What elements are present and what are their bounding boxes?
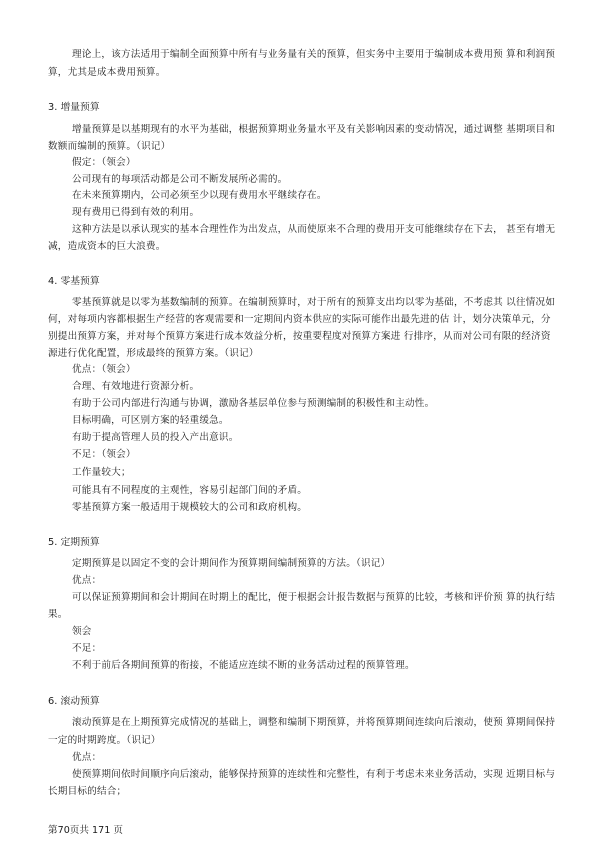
- s3-line: 数额而编制的预算。（识记）: [48, 141, 171, 152]
- section-5-heading: 5. 定期预算: [48, 537, 100, 548]
- s5-line: 领会: [72, 626, 92, 637]
- s4-line: 可能具有不同程度的主观性，容易引起部门间的矛盾。: [72, 485, 308, 496]
- section-4-heading: 4. 零基预算: [48, 276, 100, 287]
- s4-line: 优点：（领会）: [72, 364, 136, 375]
- section-6-heading: 6. 滚动预算: [48, 696, 100, 707]
- s4-line: 何，对每项内容都根据生产经营的客观需要和一定期间内资本供应的实际可能作出最先进的估 计，划分决策单元，分: [48, 314, 551, 325]
- s4-line: 零基预算就是以零为基数编制的预算。在编制预算时，对于所有的预算支出均以零为基础，不考虑其 以往情况如: [72, 297, 556, 308]
- s4-line: 零基预算方案一般适用于规模较大的公司和政府机构。: [72, 502, 308, 513]
- s3-line: 公司现有的每项活动都是公司不断发展所必需的。: [72, 174, 288, 185]
- s3-line: 这种方法是以承认现实的基本合理性作为出发点，从而使原来不合理的费用开支可能继续存在下去， 甚至有增无: [72, 224, 556, 235]
- s4-line: 源进行优化配置，形成最终的预算方案。（识记）: [48, 348, 259, 359]
- s5-line: 果。: [48, 609, 68, 620]
- s5-line: 不足：: [72, 643, 102, 654]
- s4-line: 工作量较大；: [72, 467, 131, 478]
- s3-line: 假定：（领会）: [72, 157, 136, 168]
- s4-line: 目标明确，可区别方案的轻重缓急。: [72, 415, 229, 426]
- s3-line: 增量预算是以基期现有的水平为基础，根据预算期业务量水平及有关影响因素的变动情况，通过调整 基期项目和: [72, 124, 556, 135]
- s5-line: 可以保证预算期间和会计期间在时期上的配比，便于根据会计报告数据与预算的比较，考核和评价预 算的执行结: [72, 592, 556, 603]
- s5-line: 不利于前后各期间预算的衔接，不能适应连续不断的业务活动过程的预算管理。: [72, 660, 415, 671]
- page-number-footer: 第70页共 171 页: [48, 825, 123, 836]
- section-3-heading: 3. 增量预算: [48, 102, 100, 113]
- s5-line: 定期预算是以固定不变的会计期间作为预算期间编制预算的方法。（识记）: [72, 558, 391, 569]
- s3-line: 减，造成资本的巨大浪费。: [48, 241, 166, 252]
- s3-line: 在未来预算期内，公司必须至少以现有费用水平继续存在。: [72, 190, 327, 201]
- intro-line-1: 理论上，该方法适用于编制全面预算中所有与业务量有关的预算，但实务中主要用于编制成本费用预 算和利润预: [72, 49, 556, 60]
- s6-line: 长期目标的结合；: [48, 786, 127, 797]
- s6-line: 滚动预算是在上期预算完成情况的基础上，调整和编制下期预算，并将预算期间连续向后滚动，使预 算期间保持: [72, 717, 556, 728]
- s4-line: 合理、有效地进行资源分析。: [72, 381, 200, 392]
- s4-line: 别提出预算方案，并对每个预算方案进行成本效益分析，按重要程度对预算方案进 行排序，从而对公司有限的经济资: [48, 331, 551, 342]
- intro-line-2: 算，尤其是成本费用预算。: [48, 67, 166, 78]
- s6-line: 优点：: [72, 752, 102, 763]
- s4-line: 有助于公司内部进行沟通与协调，激励各基层单位参与预测编制的积极性和主动性。: [72, 398, 435, 409]
- s6-line: 一定的时期跨度。（识记）: [48, 735, 161, 746]
- s4-line: 有助于提高管理人员的投入产出意识。: [72, 432, 239, 443]
- s6-line: 使预算期间依时间顺序向后滚动，能够保持预算的连续性和完整性，有利于考虑未来业务活动，实现 近期目标与: [72, 769, 556, 780]
- s3-line: 现有费用已得到有效的利用。: [72, 207, 200, 218]
- s4-line: 不足：（领会）: [72, 449, 136, 460]
- s5-line: 优点：: [72, 575, 102, 586]
